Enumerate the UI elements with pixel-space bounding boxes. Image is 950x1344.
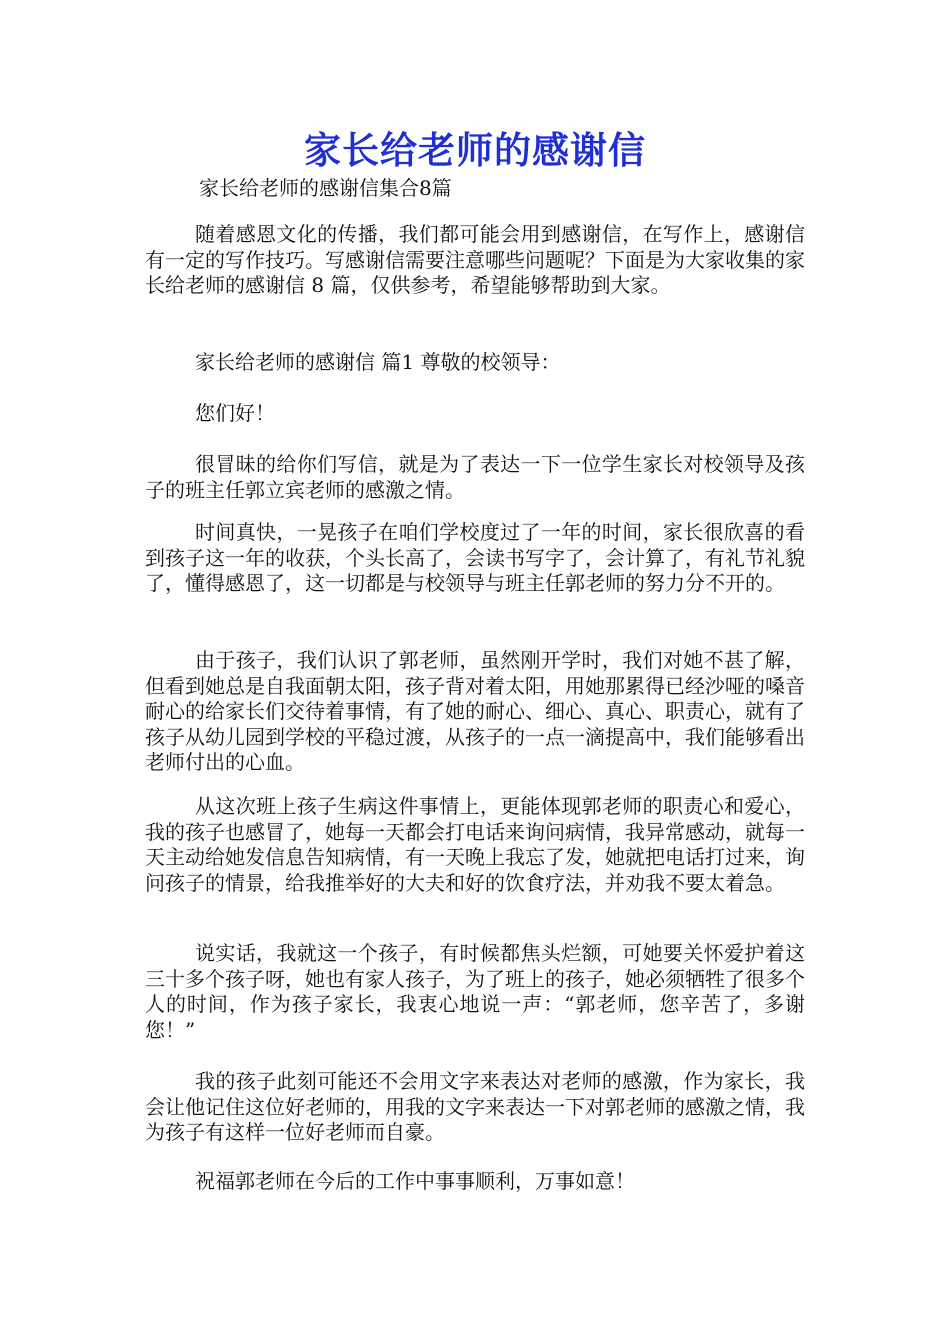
document-subtitle: 家长给老师的感谢信集合8篇 — [199, 176, 452, 200]
paragraph-body: 我的孩子此刻可能还不会用文字来表达对老师的感激，作为家长，我会让他记住这位好老师的，用我的文字来表达一下对郭老师的感激之情，我为孩子有这样一位好老师而自豪。 — [145, 1069, 805, 1145]
paragraph-body: 时间真快，一晃孩子在咱们学校度过了一年的时间，家长很欣喜的看到孩子这一年的收获，个头长高了，会读书写字了，会计算了，有礼节礼貌了，懂得感恩了，这一切都是与校领导与班主任郭老师的努力分不开的。 — [145, 520, 805, 596]
paragraph-body: 很冒昧的给你们写信，就是为了表达一下一位学生家长对校领导及孩子的班主任郭立宾老师的感激之情。 — [145, 452, 805, 502]
paragraph-body: 说实话，我就这一个孩子，有时候都焦头烂额，可她要关怀爱护着这三十多个孩子呀，她也有家人孩子，为了班上的孩子，她必须牺牲了很多个人的时间，作为孩子家长，我衷心地说一声：“郭老师，您辛苦了，多谢您！” — [145, 941, 805, 1042]
paragraph-intro: 随着感恩文化的传播，我们都可能会用到感谢信，在写作上，感谢信有一定的写作技巧。写感谢信需要注意哪些问题呢？下面是为大家收集的家长给老师的感谢信 8 篇，仅供参考，希望能够帮助到大家。 — [145, 222, 805, 298]
paragraph-body: 从这次班上孩子生病这件事情上，更能体现郭老师的职责心和爱心，我的孩子也感冒了，她每一天都会打电话来询问病情，我异常感动，就每一天主动给她发信息告知病情，有一天晚上我忘了发，她就把电话打过来，询问孩子的情景，给我推举好的大夫和好的饮食疗法，并劝我不要太着急。 — [145, 794, 805, 895]
paragraph-greeting: 您们好！ — [195, 401, 275, 425]
paragraph-closing: 祝福郭老师在今后的工作中事事顺利，万事如意！ — [195, 1169, 635, 1193]
paragraph-body: 由于孩子，我们认识了郭老师，虽然刚开学时，我们对她不甚了解，但看到她总是自我面朝太阳，孩子背对着太阳，用她那累得已经沙哑的嗓音耐心的给家长们交待着事情，有了她的耐心、细心、真心、职责心，就有了孩子从幼儿园到学校的平稳过渡，从孩子的一点一滴提高中，我们能够看出老师付出的心血。 — [145, 648, 805, 775]
document-title: 家长给老师的感谢信 — [304, 128, 646, 172]
paragraph-heading-letter-1: 家长给老师的感谢信 篇1 尊敬的校领导： — [195, 350, 561, 374]
